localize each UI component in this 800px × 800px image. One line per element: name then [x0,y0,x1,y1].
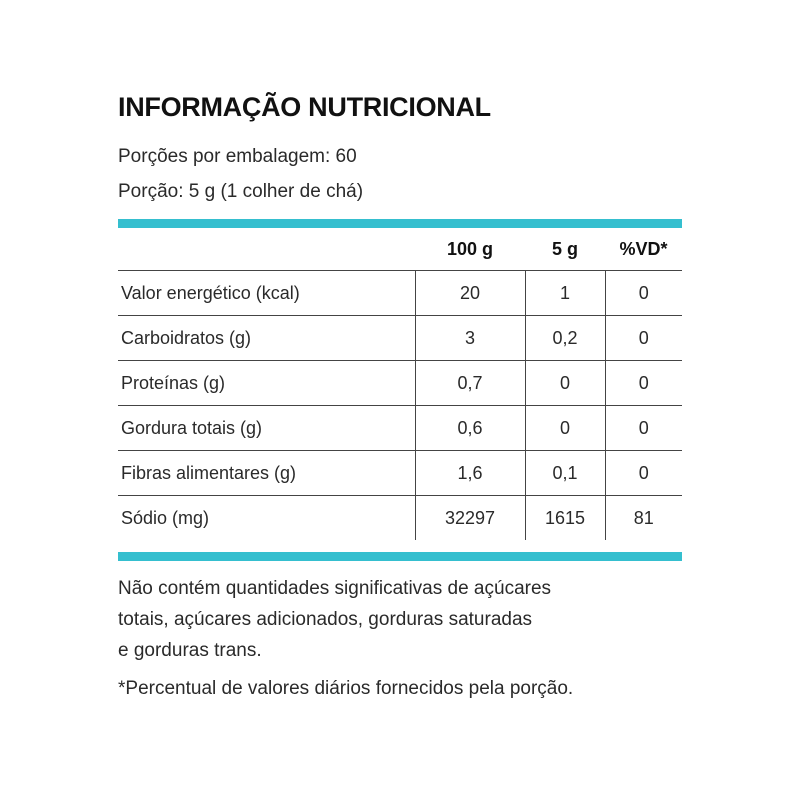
note-line: Não contém quantidades significativas de açúcares [118,578,552,599]
value-vd: 0 [605,451,682,496]
servings-per-package: Porções por embalagem: 60 [118,146,357,167]
value-vd: 0 [605,406,682,451]
value-per-100g: 20 [415,271,525,316]
value-per-5g: 0,2 [525,316,605,361]
column-header-5g: 5 g [525,228,605,271]
daily-value-footnote: *Percentual de valores diários fornecidos pela porção. [118,678,574,699]
nutrient-name: Sódio (mg) [121,507,210,528]
value-per-5g: 1615 [525,496,605,541]
value-per-5g: 0 [525,406,605,451]
table-row [118,496,682,541]
nutrient-name: Fibras alimentares (g) [118,451,415,496]
table-row [118,271,682,316]
value-per-5g: 0,1 [525,451,605,496]
value-vd: 81 [605,496,682,541]
top-accent-rule [118,219,682,228]
column-header-vd: %VD* [605,228,682,271]
table-row [118,316,682,361]
bottom-accent-rule [118,552,682,561]
value-vd: 0 [605,361,682,406]
table-row [118,451,682,496]
nutrition-note [118,573,638,666]
table-row [118,361,682,406]
note-line: totais, açúcares adicionados, gorduras saturadas [118,609,533,630]
column-header-name [118,228,415,271]
nutrient-name: Carboidratos (g) [118,316,415,361]
value-per-100g: 1,6 [415,451,525,496]
nutrition-table [118,228,682,540]
nutrient-name: Proteínas (g) [118,361,415,406]
value-per-100g: 0,6 [415,406,525,451]
page-title: INFORMAÇÃO NUTRICIONAL [118,92,491,122]
note-line: e gorduras trans. [118,640,262,661]
nutrient-name: Valor energético (kcal) [118,271,415,316]
table-row [118,406,682,451]
value-vd: 0 [605,271,682,316]
value-per-5g: 0 [525,361,605,406]
column-header-100g: 100 g [415,228,525,271]
value-per-100g: 0,7 [415,361,525,406]
nutrient-name: Gordura totais (g) [118,406,415,451]
value-vd: 0 [605,316,682,361]
value-per-5g: 1 [525,271,605,316]
value-per-100g: 3 [415,316,525,361]
value-per-100g: 32297 [415,496,525,541]
table-header-row [118,228,682,271]
serving-size: Porção: 5 g (1 colher de chá) [118,181,364,202]
